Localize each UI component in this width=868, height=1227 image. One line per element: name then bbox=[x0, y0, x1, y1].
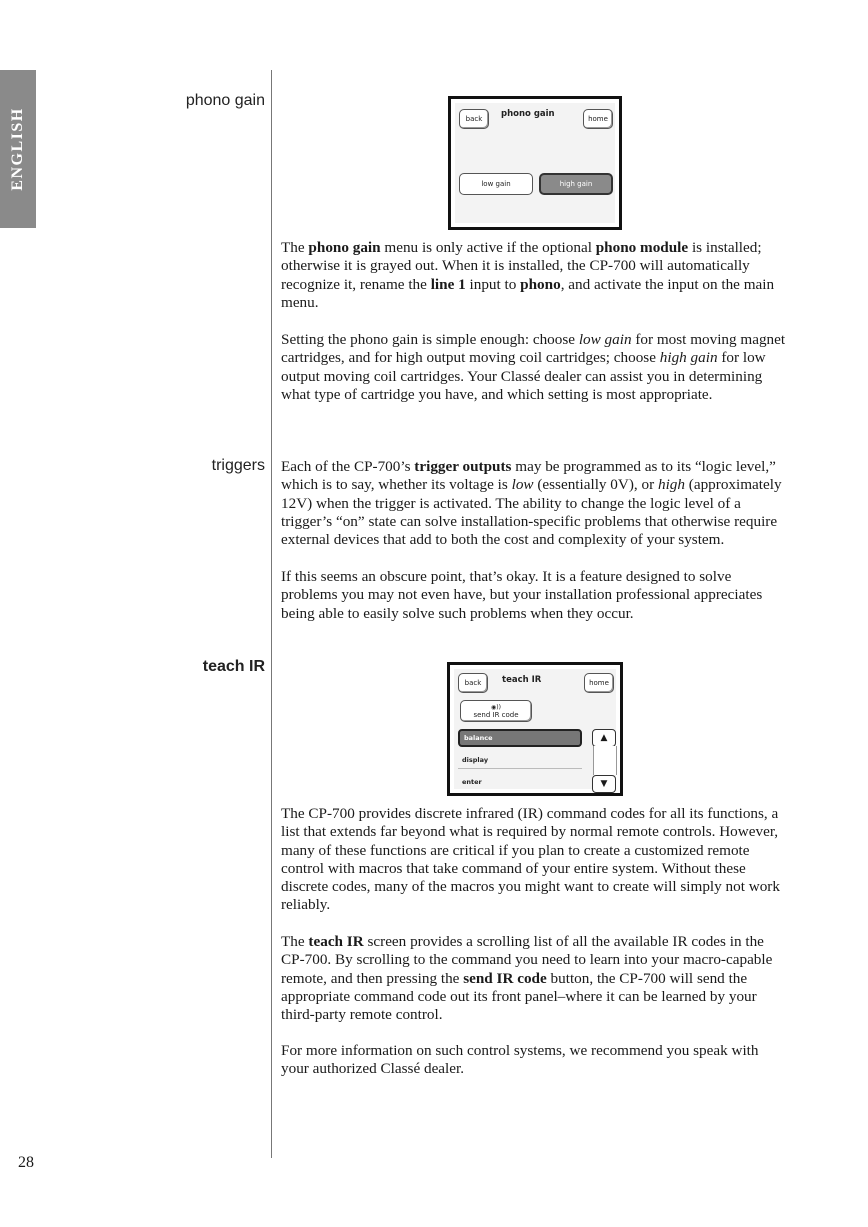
triggers-paragraph-1: Each of the CP-700’s trigger outputs may be programmed as to its “logic level,” which is to say, whether its voltage is low (essentially 0V), or high (approximately 12V) when the trigger is activated. The ability to change the logic level of a trigger’s “on” state can solve installation-specific problems that otherwise require external devices that add to both the cost and complexity of your system. bbox=[281, 458, 782, 549]
home-button[interactable]: home bbox=[584, 673, 614, 693]
language-tab bbox=[0, 70, 36, 228]
back-button[interactable]: back bbox=[458, 673, 488, 693]
back-button[interactable]: back bbox=[459, 109, 489, 129]
phono-gain-screen bbox=[448, 96, 622, 230]
teach-ir-paragraph-3: For more information on such control systems, we recommend you speak with your authorized Classé dealer. bbox=[281, 1042, 759, 1078]
phono-gain-paragraph-2: Setting the phono gain is simple enough: choose low gain for most moving magnet cartridges, and for high output moving coil cartridges; choose high gain for low output moving coil cartridges. Your Classé dealer can assist you in determining what type of cartridge you have, and which setting is most appropriate. bbox=[281, 331, 786, 403]
scroll-down-icon[interactable]: ▼ bbox=[592, 775, 616, 793]
signal-icon: ◉)) bbox=[491, 703, 501, 711]
triggers-heading: triggers bbox=[211, 457, 265, 474]
language-tab-label: ENGLISH bbox=[9, 107, 26, 191]
teach-ir-paragraph-2: The teach IR screen provides a scrolling list of all the available IR codes in the CP-700. By scrolling to the command you need to learn into your macro-capable remote, and then pressing the send IR code button, the CP-700 will send the appropriate command code out its front panel–where it can be learned by your third-party remote control. bbox=[281, 933, 773, 1024]
list-item[interactable]: display bbox=[458, 751, 582, 769]
screen-title: teach IR bbox=[502, 675, 542, 685]
list-item[interactable]: balance bbox=[458, 729, 582, 747]
send-ir-code-button[interactable] bbox=[460, 700, 532, 722]
low-gain-button[interactable]: low gain bbox=[459, 173, 533, 195]
scrollbar-track[interactable] bbox=[593, 746, 617, 775]
triggers-paragraph-2: If this seems an obscure point, that’s okay. It is a feature designed to solve problems you may not even have, but your installation professional appreciates being able to easily solve such problems when they occur. bbox=[281, 568, 763, 622]
phono-gain-heading: phono gain bbox=[185, 92, 265, 109]
phono-gain-paragraph-1: The phono gain menu is only active if the optional phono module is installed; otherwise it is grayed out. When it is installed, the CP-700 will automatically recognize it, rename the line 1 input to phono, and activate the input on the main menu. bbox=[281, 239, 775, 311]
teach-ir-screen bbox=[447, 662, 623, 796]
page-number: 28 bbox=[18, 1154, 34, 1171]
teach-ir-heading: teach IR bbox=[202, 658, 265, 675]
home-button[interactable]: home bbox=[583, 109, 613, 129]
list-item[interactable]: enter bbox=[462, 778, 482, 786]
scroll-up-icon[interactable]: ▲ bbox=[592, 729, 616, 747]
high-gain-button[interactable]: high gain bbox=[539, 173, 613, 195]
teach-ir-paragraph-1: The CP-700 provides discrete infrared (IR) command codes for all its functions, a list that extends far beyond what is required by normal remote controls. However, many of these functions are critical if you plan to create a customized remote control with macros that take command of your entire system. Without these discrete codes, many of the macros you might want to create will simply not work reliably. bbox=[281, 805, 780, 914]
column-divider bbox=[271, 70, 272, 1158]
send-ir-code-label: send IR code bbox=[473, 710, 519, 719]
screen-title: phono gain bbox=[501, 109, 555, 119]
